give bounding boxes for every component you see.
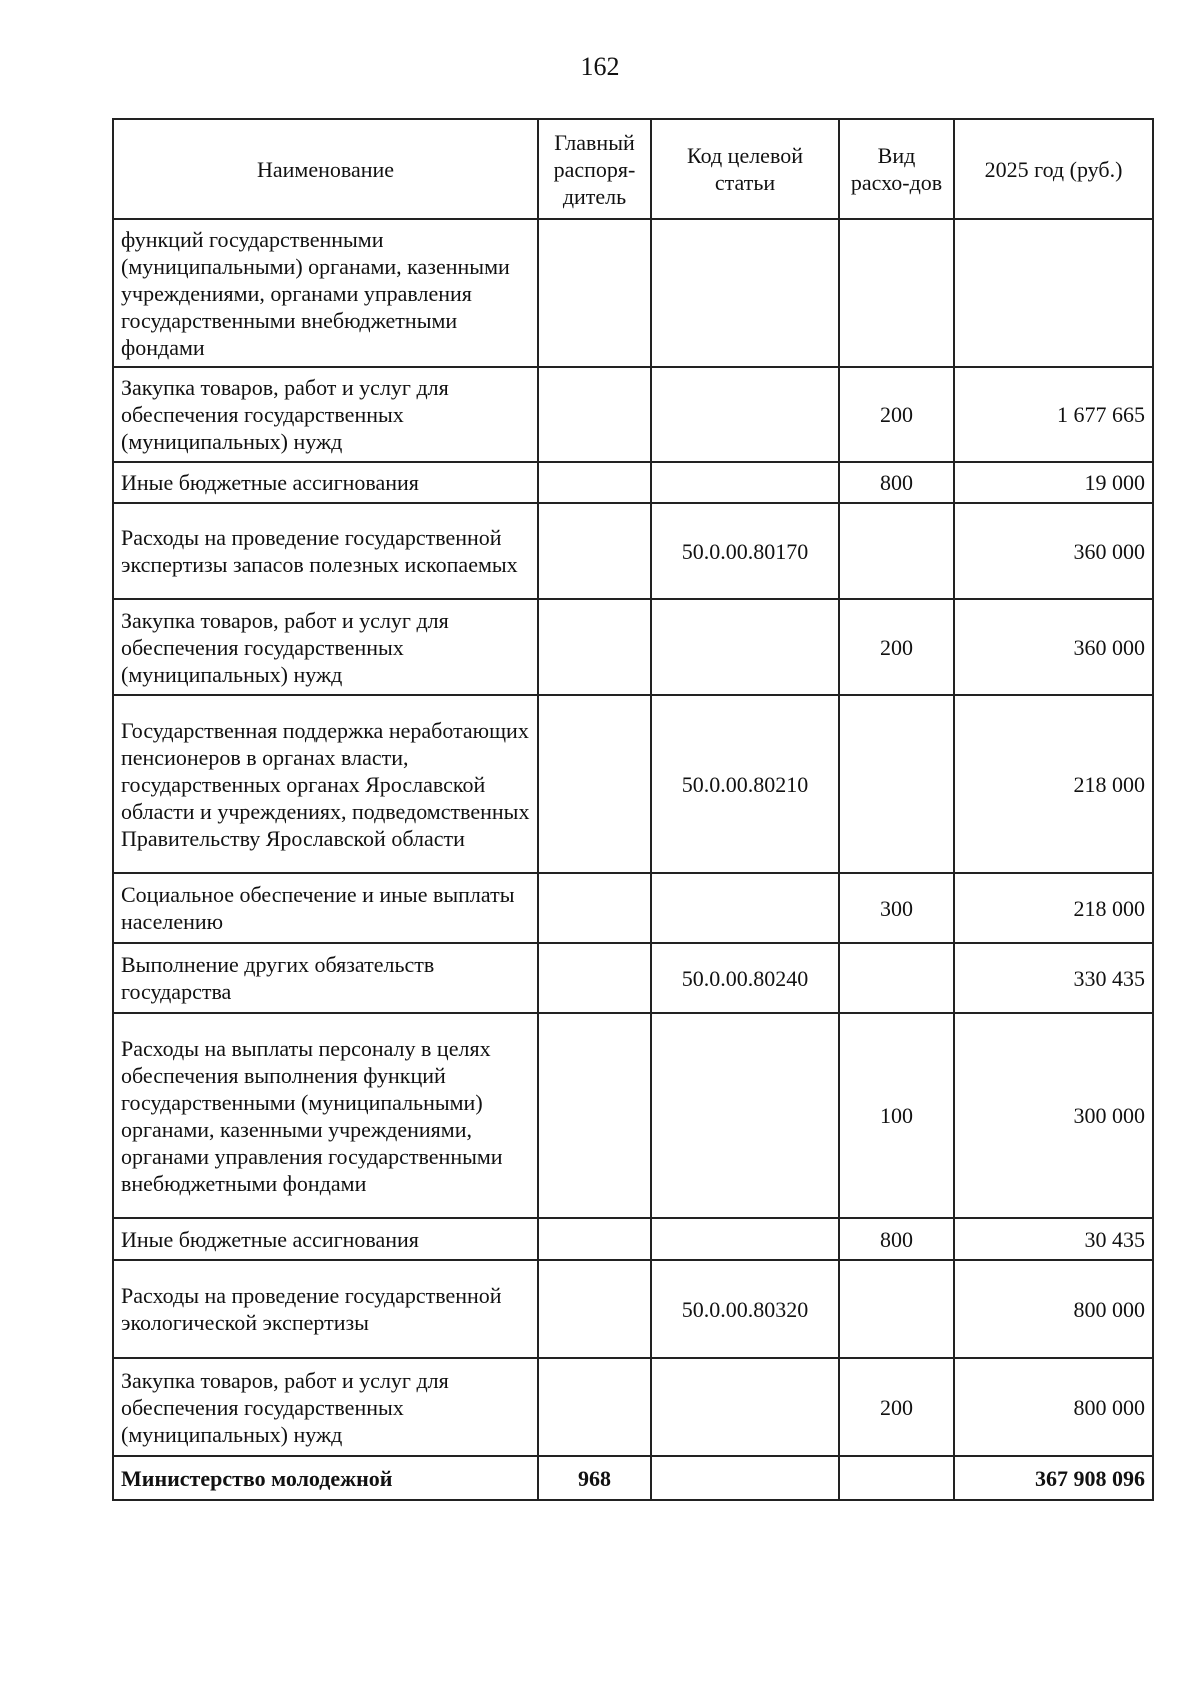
total-type bbox=[839, 1456, 954, 1500]
table-row bbox=[113, 695, 1153, 873]
row-amount: 30 435 bbox=[954, 1218, 1153, 1260]
row-amount: 19 000 bbox=[954, 462, 1153, 503]
row-amount: 218 000 bbox=[954, 873, 1153, 943]
row-name: Расходы на проведение государственной экологической экспертизы bbox=[113, 1260, 538, 1358]
table-row bbox=[113, 1358, 1153, 1456]
row-name: Закупка товаров, работ и услуг для обеспечения государственных (муниципальных) нужд bbox=[113, 599, 538, 695]
row-chief bbox=[538, 219, 651, 367]
row-code bbox=[651, 462, 839, 503]
total-amount: 367 908 096 bbox=[954, 1456, 1153, 1500]
row-name: функций государственными (муниципальными) органами, казенными учреждениями, органами управления государственными внебюджетными фондами bbox=[113, 219, 538, 367]
total-name: Министерство молодежной bbox=[113, 1456, 538, 1500]
row-name: Выполнение других обязательств государства bbox=[113, 943, 538, 1013]
row-name: Иные бюджетные ассигнования bbox=[113, 462, 538, 503]
header-year-amount: 2025 год (руб.) bbox=[954, 119, 1153, 219]
table-row bbox=[113, 503, 1153, 599]
row-type: 800 bbox=[839, 462, 954, 503]
row-amount: 1 677 665 bbox=[954, 367, 1153, 462]
row-chief bbox=[538, 503, 651, 599]
row-amount: 360 000 bbox=[954, 503, 1153, 599]
table-row bbox=[113, 1218, 1153, 1260]
row-code bbox=[651, 1218, 839, 1260]
row-code bbox=[651, 219, 839, 367]
row-chief bbox=[538, 695, 651, 873]
row-amount: 300 000 bbox=[954, 1013, 1153, 1218]
row-chief bbox=[538, 367, 651, 462]
row-code bbox=[651, 367, 839, 462]
row-amount: 330 435 bbox=[954, 943, 1153, 1013]
table-row bbox=[113, 219, 1153, 367]
table-row bbox=[113, 1260, 1153, 1358]
header-target-code: Код целевой статьи bbox=[651, 119, 839, 219]
row-code: 50.0.00.80320 bbox=[651, 1260, 839, 1358]
row-type: 800 bbox=[839, 1218, 954, 1260]
row-name: Закупка товаров, работ и услуг для обеспечения государственных (муниципальных) нужд bbox=[113, 367, 538, 462]
header-chief-administrator: Главный распоря-дитель bbox=[538, 119, 651, 219]
row-name: Расходы на выплаты персоналу в целях обеспечения выполнения функций государственными (муниципальными) органами, казенными учреждениями, органами управления государственными внебюджетными фондами bbox=[113, 1013, 538, 1218]
table-row bbox=[113, 367, 1153, 462]
row-type bbox=[839, 1260, 954, 1358]
row-type: 100 bbox=[839, 1013, 954, 1218]
row-chief bbox=[538, 1260, 651, 1358]
table-row bbox=[113, 599, 1153, 695]
table-row bbox=[113, 943, 1153, 1013]
row-code: 50.0.00.80170 bbox=[651, 503, 839, 599]
budget-table bbox=[112, 118, 1154, 1501]
row-name: Государственная поддержка неработающих пенсионеров в органах власти, государственных органах Ярославской области и учреждениях, подведомственных Правительству Ярославской области bbox=[113, 695, 538, 873]
row-type bbox=[839, 943, 954, 1013]
header-expense-type: Вид расхо-дов bbox=[839, 119, 954, 219]
row-name: Иные бюджетные ассигнования bbox=[113, 1218, 538, 1260]
row-type bbox=[839, 219, 954, 367]
row-name: Расходы на проведение государственной экспертизы запасов полезных ископаемых bbox=[113, 503, 538, 599]
row-chief bbox=[538, 1013, 651, 1218]
row-chief bbox=[538, 462, 651, 503]
row-name: Социальное обеспечение и иные выплаты населению bbox=[113, 873, 538, 943]
row-name: Закупка товаров, работ и услуг для обеспечения государственных (муниципальных) нужд bbox=[113, 1358, 538, 1456]
row-chief bbox=[538, 873, 651, 943]
row-type: 200 bbox=[839, 367, 954, 462]
row-code: 50.0.00.80210 bbox=[651, 695, 839, 873]
row-chief bbox=[538, 1218, 651, 1260]
total-chief: 968 bbox=[538, 1456, 651, 1500]
row-chief bbox=[538, 599, 651, 695]
row-code bbox=[651, 599, 839, 695]
row-chief bbox=[538, 1358, 651, 1456]
table-header-row bbox=[113, 119, 1153, 219]
row-code bbox=[651, 1358, 839, 1456]
table-row bbox=[113, 1013, 1153, 1218]
header-name: Наименование bbox=[113, 119, 538, 219]
table-total-row bbox=[113, 1456, 1153, 1500]
row-amount: 218 000 bbox=[954, 695, 1153, 873]
row-amount: 800 000 bbox=[954, 1358, 1153, 1456]
row-amount: 800 000 bbox=[954, 1260, 1153, 1358]
row-amount: 360 000 bbox=[954, 599, 1153, 695]
row-type: 200 bbox=[839, 599, 954, 695]
page-number: 162 bbox=[580, 52, 620, 81]
row-amount bbox=[954, 219, 1153, 367]
row-type bbox=[839, 503, 954, 599]
row-chief bbox=[538, 943, 651, 1013]
total-code bbox=[651, 1456, 839, 1500]
row-type: 300 bbox=[839, 873, 954, 943]
row-code bbox=[651, 873, 839, 943]
table-row bbox=[113, 873, 1153, 943]
row-type bbox=[839, 695, 954, 873]
table-row bbox=[113, 462, 1153, 503]
row-code bbox=[651, 1013, 839, 1218]
row-code: 50.0.00.80240 bbox=[651, 943, 839, 1013]
row-type: 200 bbox=[839, 1358, 954, 1456]
